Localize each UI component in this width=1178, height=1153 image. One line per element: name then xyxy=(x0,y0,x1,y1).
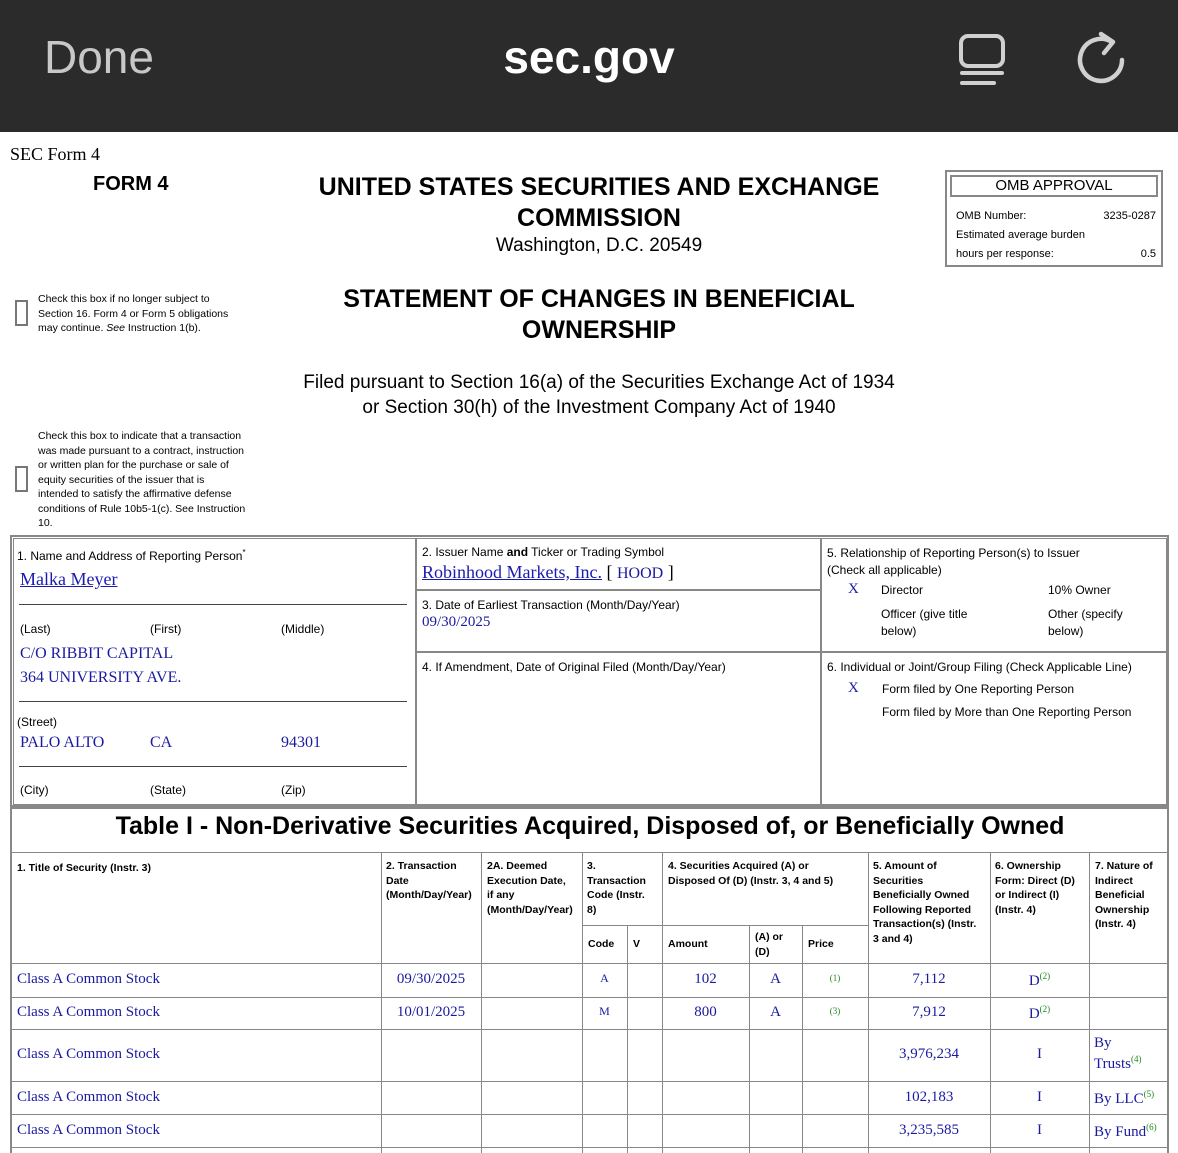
a-or-d: A xyxy=(770,1004,781,1020)
col-header-trans-date xyxy=(386,859,472,903)
statement-line-1: STATEMENT OF CHANGES IN BENEFICIAL xyxy=(343,285,855,313)
last-label: (Last) xyxy=(20,622,51,636)
hdr-line: 3 and 4) xyxy=(873,932,913,945)
other-line-2: below) xyxy=(1048,624,1084,638)
grid-line xyxy=(12,963,1167,964)
hdr-line: 5. Amount of xyxy=(873,860,937,872)
grid-line xyxy=(802,925,803,1153)
omb-hours-row xyxy=(956,248,1156,260)
reporting-person-label xyxy=(17,548,246,563)
ticker-bracket-close: ] xyxy=(667,562,674,582)
filed-line-1: Filed pursuant to Section 16(a) of the Securities Exchange Act of 1934 xyxy=(303,372,895,393)
transaction-date: 09/30/2025 xyxy=(396,971,466,987)
filed-pursuant xyxy=(250,370,948,420)
filing-box xyxy=(821,652,1167,805)
omb-approval-box xyxy=(945,170,1163,267)
omb-burden-label: Estimated average burden xyxy=(956,229,1086,241)
nature-of-ownership: By Trusts$^{(4)}$ xyxy=(1094,1035,1166,1073)
grid-line xyxy=(627,925,628,1153)
done-button[interactable]: Done xyxy=(44,31,154,83)
amount-owned: 102,183 xyxy=(904,1088,954,1105)
relationship-label-2: (Check all applicable) xyxy=(827,563,942,577)
nature-of-ownership: By Fund$^{(6)}$ xyxy=(1094,1121,1157,1140)
issuer-label-pre: 2. Issuer Name xyxy=(422,545,507,559)
ticker-symbol: HOOD xyxy=(616,565,664,582)
grid-line xyxy=(12,1081,1167,1082)
col-header-nature xyxy=(1095,859,1153,932)
hdr-line: Disposed Of (D) (Instr. 3, 4 and 5) xyxy=(668,874,834,887)
col-header-title: 1. Title of Security (Instr. 3) xyxy=(17,862,152,874)
issuer-label xyxy=(422,545,664,559)
sub-header-a-or-d xyxy=(755,930,783,959)
rule10b5-text xyxy=(38,429,258,531)
issuer-name-link[interactable]: Robinhood Markets, Inc. xyxy=(422,562,602,582)
address-domain[interactable]: sec.gov xyxy=(503,31,675,83)
amount-owned: 3,235,585 xyxy=(899,1121,959,1138)
price-footnote: (1) xyxy=(829,973,841,983)
agency-title xyxy=(290,172,908,234)
hdr-line: 6. Ownership xyxy=(995,860,1061,872)
state-value: CA xyxy=(150,734,173,751)
amount-owned: 7,912 xyxy=(912,1004,946,1020)
divider xyxy=(19,766,407,767)
hdr-line: Form: Direct (D) xyxy=(995,874,1075,887)
director-mark: X xyxy=(848,581,859,597)
rule-line: Check this box to indicate that a transaction xyxy=(38,430,242,442)
street-label: (Street) xyxy=(17,715,58,729)
sec-form-label: SEC Form 4 xyxy=(10,144,101,164)
relationship-label-1: 5. Relationship of Reporting Person(s) to Issuer xyxy=(827,546,1080,560)
hdr-line: or Indirect (I) xyxy=(995,889,1060,901)
amount-owned: 3,976,234 xyxy=(899,1046,959,1062)
a-or-d: A xyxy=(770,971,781,987)
sub-header-amount: Amount xyxy=(668,938,708,950)
filed-line-2: or Section 30(h) of the Investment Company Act of 1940 xyxy=(362,397,836,418)
reporting-person-label-text: 1. Name and Address of Reporting Person xyxy=(17,549,243,563)
grid-line xyxy=(12,1029,1167,1030)
filing-label: 6. Individual or Joint/Group Filing (Check Applicable Line) xyxy=(827,660,1132,674)
ownership-form: I xyxy=(1037,1046,1042,1062)
transaction-code: A xyxy=(600,971,609,985)
hdr-line: (D) xyxy=(755,945,770,958)
other-label xyxy=(1048,606,1123,640)
hdr-line: Execution Date, xyxy=(487,874,566,887)
rule-line: or written plan for the purchase or sale of xyxy=(38,459,229,471)
city-value: PALO ALTO xyxy=(20,734,105,751)
hdr-line: Transaction(s) (Instr. xyxy=(873,918,977,930)
grid-line xyxy=(12,997,1167,998)
omb-hours-label: hours per response: xyxy=(956,248,1054,260)
grid-line xyxy=(381,853,382,1153)
relationship-label xyxy=(827,545,1080,579)
omb-number-label: OMB Number: xyxy=(956,210,1027,222)
hdr-line: 3. xyxy=(587,860,596,872)
one-person-label: Form filed by One Reporting Person xyxy=(882,682,1075,696)
more-persons-label: Form filed by More than One Reporting Person xyxy=(882,705,1132,719)
city-label: (City) xyxy=(20,783,49,797)
director-label: Director xyxy=(881,583,924,597)
browser-toolbar xyxy=(0,0,1178,132)
sub-header-v: V xyxy=(633,938,641,950)
statement-line-2: OWNERSHIP xyxy=(521,316,677,344)
divider xyxy=(12,852,1167,853)
section16-line-2: Section 16. Form 4 or Form 5 obligations xyxy=(38,307,229,320)
hdr-line: Following Reported xyxy=(873,903,971,916)
footnote-ref[interactable]: (2) xyxy=(1039,971,1051,981)
price-footnote: (3) xyxy=(829,1006,841,1016)
hdr-line: (Month/Day/Year) xyxy=(487,903,573,916)
section16-text xyxy=(38,292,258,336)
divider xyxy=(19,604,407,605)
grid-line xyxy=(868,853,869,1153)
grid-line xyxy=(481,853,482,1153)
rule-line: conditions of Rule 10b5-1(c). See Instruction xyxy=(38,502,246,515)
agency-line-1: UNITED STATES SECURITIES AND EXCHANGE xyxy=(318,173,880,201)
statement-title xyxy=(290,284,908,346)
rule-line: intended to satisfy the affirmative defense xyxy=(38,488,232,500)
reader-mode-icon[interactable] xyxy=(958,34,1006,86)
amount-owned: 7,112 xyxy=(912,971,946,987)
grid-line xyxy=(1089,853,1090,1153)
omb-title: OMB APPROVAL xyxy=(950,175,1158,197)
ownership-form: D$^{(2)}$ xyxy=(1028,971,1051,989)
rule10b5-checkbox[interactable] xyxy=(15,466,28,492)
hdr-line: Ownership xyxy=(1095,903,1150,916)
zip-value: 94301 xyxy=(281,734,321,751)
transaction-code: M xyxy=(599,1004,610,1018)
rule-line: 10. xyxy=(38,517,53,529)
sub-header-code: Code xyxy=(588,938,615,950)
footnote-ref[interactable]: (2) xyxy=(1039,1004,1051,1014)
col-header-code xyxy=(587,859,646,917)
grid-line xyxy=(582,853,583,1153)
amendment-box xyxy=(416,652,821,805)
reporting-person-asterisk: * xyxy=(242,548,246,557)
reporting-person-name-link[interactable]: Malka Meyer xyxy=(20,569,118,589)
security-title: Class A Common Stock xyxy=(17,1046,160,1062)
divider xyxy=(19,701,407,702)
issuer-label-and: and xyxy=(506,545,529,559)
rule-line: was made pursuant to a contract, instruction xyxy=(38,444,245,457)
officer-label xyxy=(881,606,967,640)
rule-line: equity securities of the issuer that is xyxy=(38,473,205,486)
col-header-ownership-form xyxy=(995,859,1075,917)
col-header-amount-owned xyxy=(873,859,976,946)
other-line-1: Other (specify xyxy=(1048,607,1123,621)
sub-header-price: Price xyxy=(808,938,834,950)
footnote-ref[interactable]: (4) xyxy=(1130,1054,1142,1064)
agency-line-2: COMMISSION xyxy=(517,204,681,232)
omb-number-row xyxy=(956,210,1156,222)
hdr-line: (Month/Day/Year) xyxy=(386,889,472,901)
hdr-line: 8) xyxy=(587,903,597,916)
hdr-line: (Instr. 4) xyxy=(995,903,1036,916)
reload-icon[interactable] xyxy=(1074,30,1128,86)
amount: 800 xyxy=(694,1004,717,1020)
omb-number-value: 3235-0287 xyxy=(1103,210,1156,222)
middle-label: (Middle) xyxy=(281,622,325,636)
hdr-line: if any xyxy=(487,889,515,901)
officer-line-2: below) xyxy=(881,624,917,638)
issuer-line xyxy=(422,562,674,583)
hdr-line: 4. Securities Acquired (A) or xyxy=(668,860,809,872)
omb-hours-value: 0.5 xyxy=(1140,248,1156,260)
amount: 102 xyxy=(694,971,717,987)
amendment-label: 4. If Amendment, Date of Original Filed (Month/Day/Year) xyxy=(422,660,726,674)
ten-percent-owner-label: 10% Owner xyxy=(1048,583,1111,597)
section16-line-3-post: Instruction 1(b). xyxy=(124,322,201,334)
hdr-line: Beneficially Owned xyxy=(873,889,970,901)
one-person-mark: X xyxy=(848,680,859,696)
hdr-line: (Instr. 4) xyxy=(1095,918,1136,930)
footnote-ref[interactable]: (5) xyxy=(1143,1088,1155,1099)
hdr-line: Date xyxy=(386,874,409,887)
street-line-2: 364 UNIVERSITY AVE. xyxy=(20,669,182,686)
transaction-date: 10/01/2025 xyxy=(396,1004,466,1020)
footnote-ref[interactable]: (6) xyxy=(1146,1121,1157,1132)
first-label: (First) xyxy=(150,622,182,636)
nature-of-ownership: By LLC$^{(5)}$ xyxy=(1094,1088,1155,1107)
hdr-line: Transaction xyxy=(587,874,646,887)
hdr-line: Securities xyxy=(873,874,924,887)
security-title: Class A Common Stock xyxy=(17,971,160,987)
section16-see: See xyxy=(106,322,125,334)
earliest-date-label: 3. Date of Earliest Transaction (Month/Day/Year) xyxy=(422,598,680,612)
grid-line xyxy=(12,1114,1167,1115)
col-header-acquired xyxy=(668,859,833,888)
ownership-form: I xyxy=(1037,1088,1042,1105)
grid-line xyxy=(582,925,868,926)
officer-line-1: Officer (give title xyxy=(881,607,968,621)
ownership-form: I xyxy=(1037,1121,1042,1138)
hdr-line: 7. Nature of xyxy=(1095,860,1153,872)
ticker-bracket-open: [ xyxy=(606,562,613,582)
grid-line xyxy=(662,853,663,1153)
col-header-deemed xyxy=(487,859,573,917)
section16-line-3 xyxy=(38,321,258,336)
earliest-date-value: 09/30/2025 xyxy=(422,614,491,630)
street-line-1: C/O RIBBIT CAPITAL xyxy=(20,645,174,662)
section16-line-1: Check this box if no longer subject to xyxy=(38,293,210,305)
security-title: Class A Common Stock xyxy=(17,1088,160,1105)
nature-line-2: Trusts$^{(4)}$ xyxy=(1094,1054,1142,1072)
state-label: (State) xyxy=(150,783,187,797)
grid-line xyxy=(990,853,991,1153)
ownership-form: D$^{(2)}$ xyxy=(1028,1004,1051,1022)
agency-city: Washington, D.C. 20549 xyxy=(495,235,703,256)
form-label: FORM 4 xyxy=(93,173,169,195)
hdr-line: 2. Transaction xyxy=(386,860,457,872)
section16-line-3-pre: may continue. xyxy=(38,322,107,334)
hdr-line: Code (Instr. xyxy=(587,889,645,901)
issuer-label-post: Ticker or Trading Symbol xyxy=(528,545,665,559)
security-title: Class A Common Stock xyxy=(17,1004,160,1020)
zip-label: (Zip) xyxy=(281,783,306,797)
security-title: Class A Common Stock xyxy=(17,1121,160,1138)
hdr-line: 2A. Deemed xyxy=(487,860,548,872)
hdr-line: Beneficial xyxy=(1095,889,1145,901)
hdr-line: Indirect xyxy=(1095,874,1133,887)
table1-title: Table I - Non-Derivative Securities Acquired, Disposed of, or Beneficially Owned xyxy=(115,812,1065,840)
hdr-line: (A) or xyxy=(755,931,783,943)
grid-line xyxy=(749,925,750,1153)
grid-line xyxy=(12,1147,1167,1148)
section16-checkbox[interactable] xyxy=(15,300,28,326)
